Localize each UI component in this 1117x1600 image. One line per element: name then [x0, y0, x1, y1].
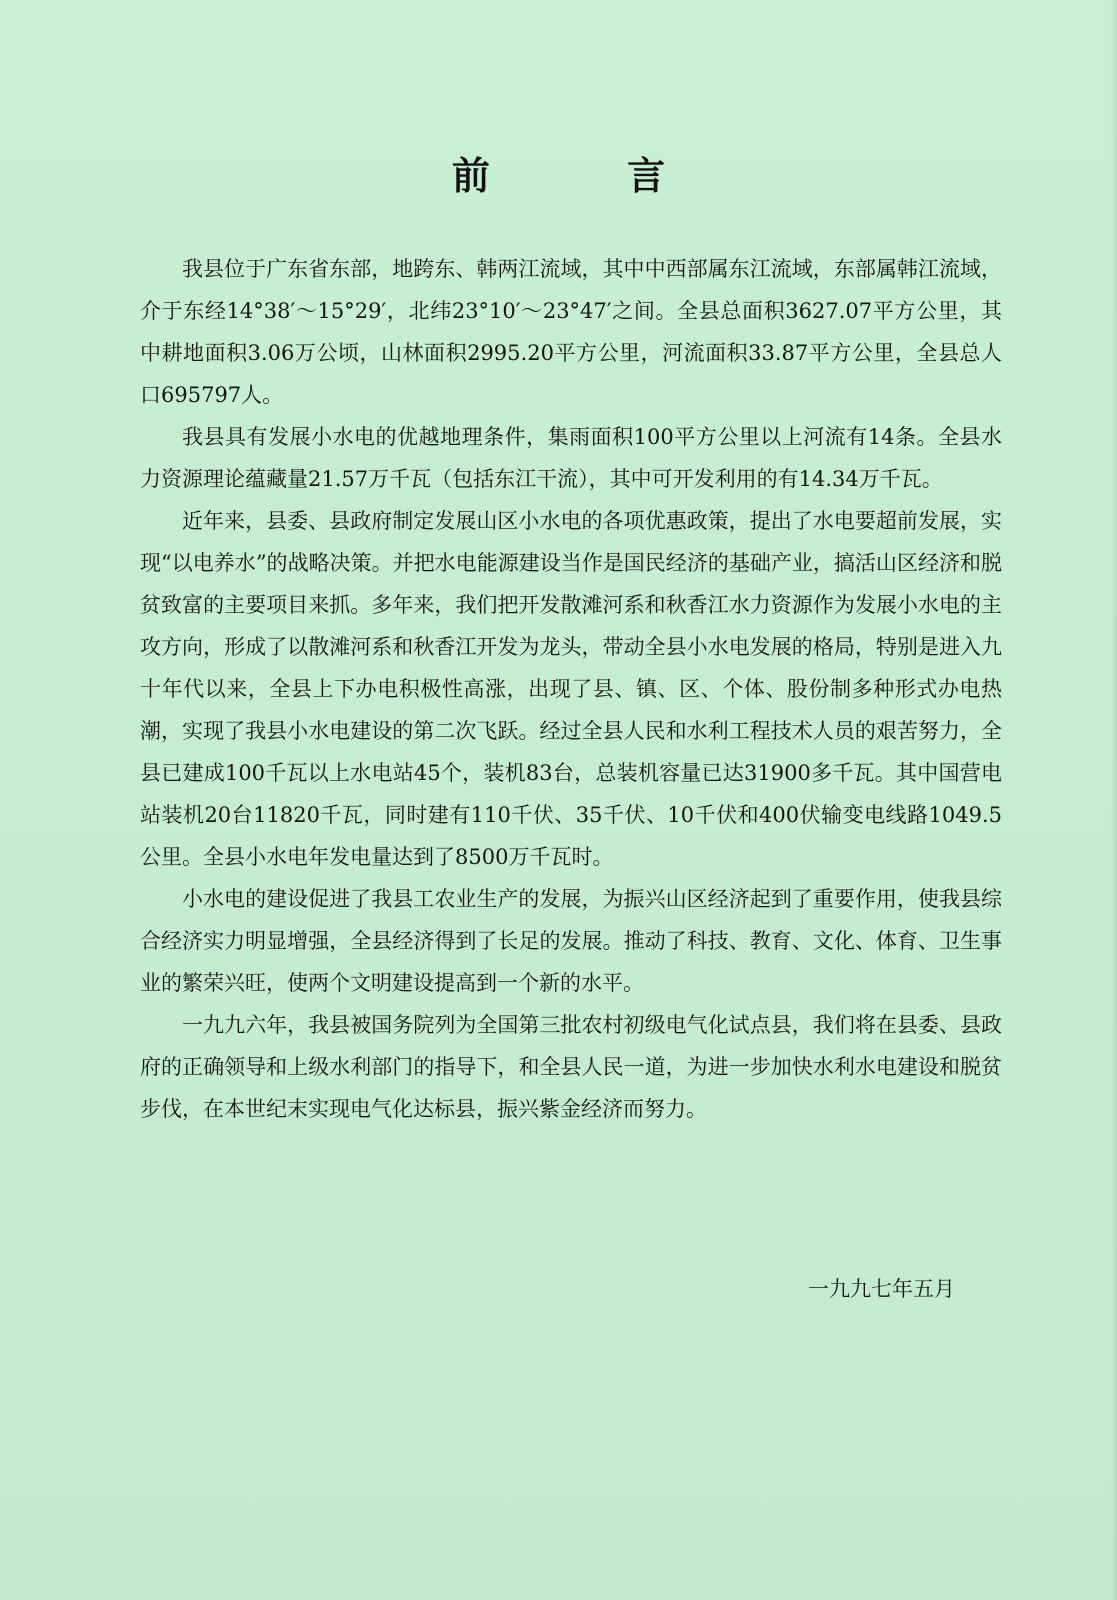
paragraph: 我县位于广东省东部，地跨东、韩两江流域，其中中西部属东江流域，东部属韩江流域，介于东经14°38′～15°29′，北纬23°10′～23°47′之间。全县总面积3627.07平方公里，其中耕地面积3.06万公顷，山林面积2995.20平方公里，河流面积33.87平方公里，全县总人口695797人。 — [140, 257, 1002, 407]
paragraph: 一九九六年，我县被国务院列为全国第三批农村初级电气化试点县，我们将在县委、县政府的正确领导和上级水利部门的指导下，和全县人民一道，为进一步加快水利水电建设和脱贫步伐，在本世纪末实现电气化达标县，振兴紫金经济而努力。 — [140, 1013, 1002, 1121]
paragraph: 近年来，县委、县政府制定发展山区小水电的各项优惠政策，提出了水电要超前发展，实现“以电养水”的战略决策。并把水电能源建设当作是国民经济的基础产业，搞活山区经济和脱贫致富的主要项目来抓。多年来，我们把开发散滩河系和秋香江水力资源作为发展小水电的主攻方向，形成了以散滩河系和秋香江开发为龙头，带动全县小水电发展的格局，特别是进入九十年代以来，全县上下办电积极性高涨，出现了县、镇、区、个体、股份制多种形式办电热潮，实现了我县小水电建设的第二次飞跃。经过全县人民和水利工程技术人员的艰苦努力，全县已建成100千瓦以上水电站45个，装机83台，总装机容量已达31900多千瓦。其中国营电站装机20台11820千瓦，同时建有110千伏、35千伏、10千伏和400伏输变电线路1049.5公里。全县小水电年发电量达到了8500万千瓦时。 — [140, 509, 1002, 869]
paragraph: 我县具有发展小水电的优越地理条件，集雨面积100平方公里以上河流有14条。全县水力资源理论蕴藏量21.57万千瓦（包括东江干流），其中可开发利用的有14.34万千瓦。 — [140, 425, 1002, 491]
page-edge-shadow — [1111, 0, 1117, 1600]
paragraph: 小水电的建设促进了我县工农业生产的发展，为振兴山区经济起到了重要作用，使我县综合经济实力明显增强，全县经济得到了长足的发展。推动了科技、教育、文化、体育、卫生事业的繁荣兴旺，使两个文明建设提高到一个新的水平。 — [140, 887, 1002, 995]
page-title: 前 言 — [451, 154, 728, 198]
date-signature: 一九九七年五月 — [808, 1277, 955, 1301]
preface-body — [140, 248, 1002, 1130]
